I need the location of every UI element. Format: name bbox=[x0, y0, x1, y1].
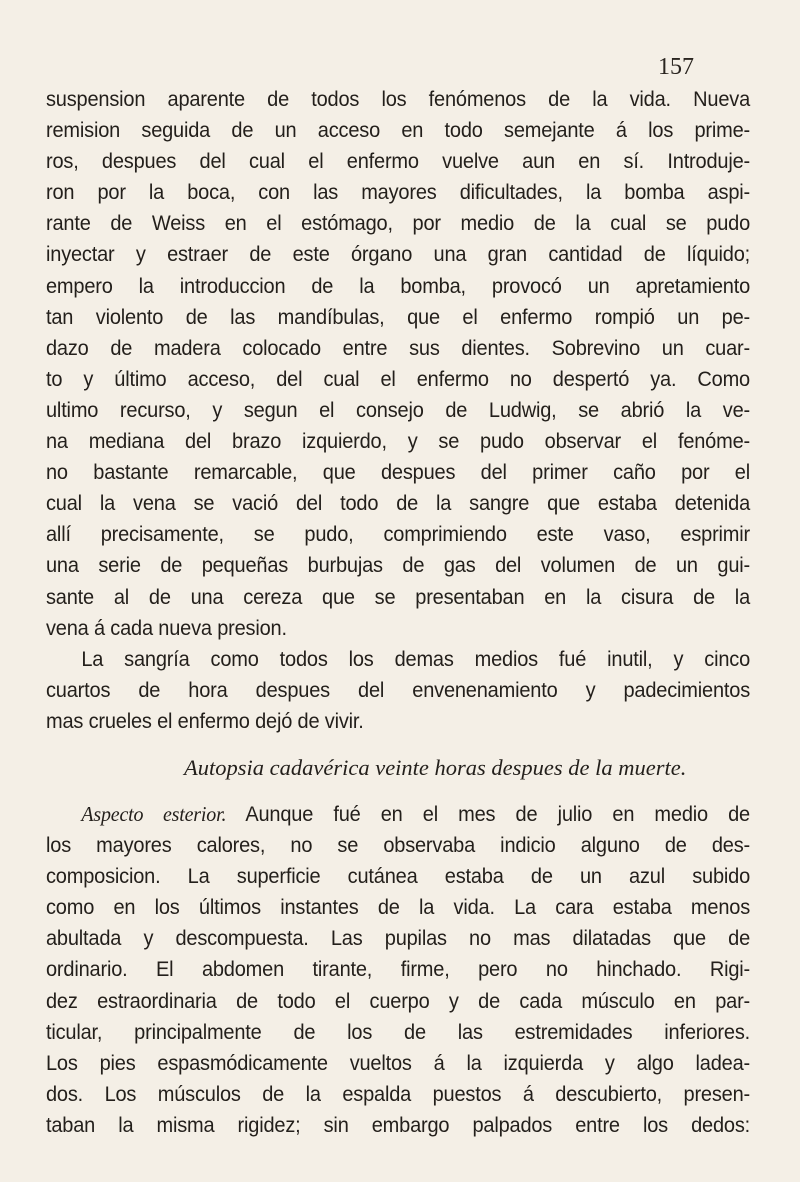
text-line: remision seguida de un acceso en todo semejante á los prime- bbox=[46, 118, 751, 143]
paragraph-2 bbox=[46, 644, 750, 737]
text-line: no bastante remarcable, que despues del primer caño por el bbox=[46, 460, 751, 485]
text-line: taban la misma rigidez; sin embargo palpados entre los dedos: bbox=[46, 1112, 751, 1137]
subsection-lead: Aspecto esterior. bbox=[81, 801, 227, 826]
text-line: mas crueles el enfermo dejó de vivir. bbox=[46, 708, 364, 733]
text-line: abultada y descompuesta. Las pupilas no mas dilatadas que de bbox=[46, 926, 751, 951]
text-line bbox=[46, 799, 750, 830]
text-line: ros, despues del cual el enfermo vuelve aun en sí. Introduje- bbox=[46, 149, 751, 174]
text-line: ticular, principalmente de los de las estremidades inferiores. bbox=[46, 1019, 751, 1044]
text-line: como en los últimos instantes de la vida. La cara estaba menos bbox=[46, 895, 751, 920]
text-line: cual la vena se vació del todo de la sangre que estaba detenida bbox=[46, 491, 751, 516]
page-number: 157 bbox=[658, 54, 694, 80]
text-line: ron por la boca, con las mayores dificultades, la bomba aspi- bbox=[46, 180, 751, 205]
text-line: sante al de una cereza que se presentaban en la cisura de la bbox=[46, 584, 751, 609]
text-line: allí precisamente, se pudo, comprimiendo este vaso, esprimir bbox=[46, 522, 751, 547]
text-line: los mayores calores, no se observaba indicio alguno de des- bbox=[46, 833, 751, 858]
section-heading: Autopsia cadavérica veinte horas despues de la muerte. bbox=[184, 754, 687, 780]
text-line: cuartos de hora despues del envenenamiento y padecimientos bbox=[46, 677, 751, 702]
text-line: to y último acceso, del cual el enfermo no despertó ya. Como bbox=[46, 366, 751, 391]
text-line: una serie de pequeñas burbujas de gas del volumen de un gui- bbox=[46, 553, 751, 578]
text-line: composicion. La superficie cutánea estaba de un azul subido bbox=[46, 864, 751, 889]
text-line: na mediana del brazo izquierdo, y se pudo observar el fenóme- bbox=[46, 429, 751, 454]
text-line: tan violento de las mandíbulas, que el enfermo rompió un pe- bbox=[46, 304, 751, 329]
text-line: ordinario. El abdomen tirante, firme, pero no hinchado. Rigi- bbox=[46, 957, 751, 982]
text-line: suspension aparente de todos los fenómenos de la vida. Nueva bbox=[46, 87, 751, 111]
text-line: La sangría como todos los demas medios fué inutil, y cinco bbox=[81, 646, 751, 671]
text-line: dazo de madera colocado entre sus dientes. Sobrevino un cuar- bbox=[46, 335, 751, 360]
text-line: vena á cada nueva presion. bbox=[46, 615, 287, 640]
text-line: empero la introduccion de la bomba, provocó un apretamiento bbox=[46, 273, 751, 298]
body-text bbox=[46, 84, 750, 1141]
text-span: Aunque fué en el mes de julio en medio de bbox=[226, 801, 750, 826]
text-line: ultimo recurso, y segun el consejo de Ludwig, se abrió la ve- bbox=[46, 397, 751, 422]
text-line: dez estraordinaria de todo el cuerpo y de cada músculo en par- bbox=[46, 988, 751, 1013]
text-line: dos. Los músculos de la espalda puestos á descubierto, presen- bbox=[46, 1081, 751, 1106]
text-line: rante de Weiss en el estómago, por medio de la cual se pudo bbox=[46, 211, 751, 236]
paragraph-1 bbox=[46, 84, 750, 644]
text-line: inyectar y estraer de este órgano una gran cantidad de líquido; bbox=[46, 242, 751, 267]
paragraph-3 bbox=[46, 799, 750, 1141]
text-line: Los pies espasmódicamente vueltos á la izquierda y algo ladea- bbox=[46, 1050, 751, 1075]
